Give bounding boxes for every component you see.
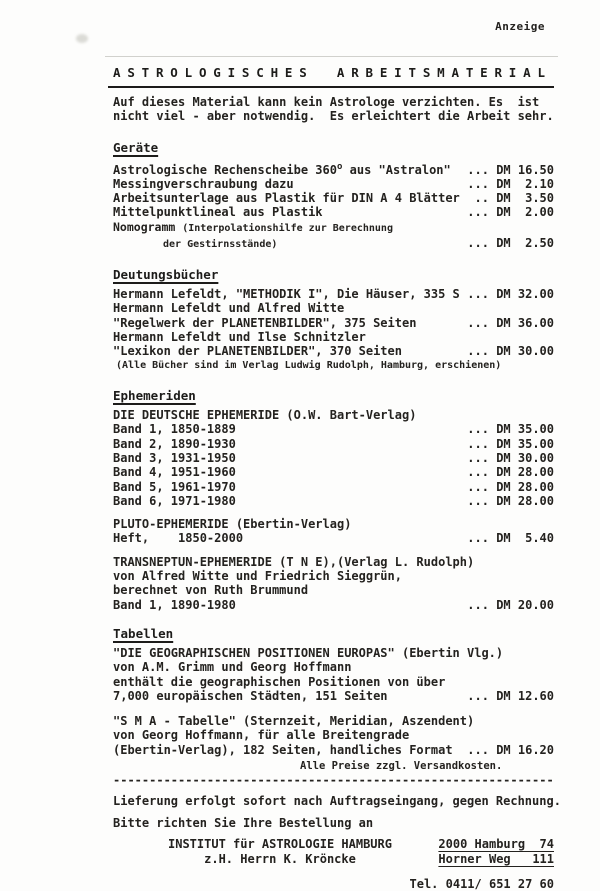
item-text-post: aus "Astralon" xyxy=(342,162,451,177)
item-price: ... DM 5.40 xyxy=(467,531,554,546)
section-geraete xyxy=(113,137,554,251)
item-text: Hermann Lefeldt und Ilse Schnitzler xyxy=(113,329,366,344)
text-row-positionen-titel xyxy=(113,646,554,660)
item-price: ... DM 35.00 xyxy=(467,422,554,437)
item-text: Band 6, 1971-1980 xyxy=(113,493,236,508)
item-text: (Ebertin-Verlag), 182 Seiten, handliches Format xyxy=(113,742,453,757)
text-row-tne-berechnung xyxy=(113,583,554,597)
ephemeriden-group-deutsche xyxy=(113,408,554,508)
section-deutungsbuecher xyxy=(113,264,554,372)
postal-street: Horner Weg 111 xyxy=(438,852,554,867)
item-text: Arbeitsunterlage aus Plastik für DIN A 4 Blätter xyxy=(113,191,460,206)
tabellen-group-positionen xyxy=(113,646,554,703)
price-row-mittelpunktlineal xyxy=(113,205,554,219)
item-text: von Alfred Witte und Friedrich Sieggrün, xyxy=(113,569,402,584)
text-row-pluto-titel xyxy=(113,517,554,531)
page-title: ASTROLOGISCHES ARBEITSMATERIAL xyxy=(108,64,554,88)
shipping-note: Alle Preise zzgl. Versandkosten. xyxy=(300,760,503,772)
item-text: berechnet von Ruth Brummund xyxy=(113,583,309,598)
item-price: .. DM 3.50 xyxy=(474,191,554,206)
price-row-rechenscheibe xyxy=(113,160,554,177)
text-row-verlagshinweis xyxy=(113,359,554,373)
ad-content xyxy=(113,0,561,891)
item-text: Heft, 1850-2000 xyxy=(113,531,244,546)
item-text: PLUTO-EPHEMERIDE (Ebertin-Verlag) xyxy=(113,517,352,532)
item-text: TRANSNEPTUN-EPHEMERIDE (T N E),(Verlag L. Rudolph) xyxy=(113,554,475,569)
ephemeriden-group-transneptun xyxy=(113,555,554,612)
text-row-ephemeride-titel xyxy=(113,408,554,422)
item-price: ... DM 28.00 xyxy=(467,479,554,494)
item-text: "Regelwerk der PLANETENBILDER", 375 Seiten xyxy=(113,315,417,330)
item-price: ... DM 16.20 xyxy=(467,742,554,757)
phone-number: Tel. 0411/ 651 27 60 xyxy=(409,876,554,891)
price-row-messingverschraubung xyxy=(113,177,554,191)
price-row-gestirnsstaende xyxy=(113,236,554,251)
text-row-sma-titel xyxy=(113,714,554,728)
price-row-methodik xyxy=(113,287,554,301)
item-price: ... DM 12.60 xyxy=(467,688,554,703)
text-row-autoren xyxy=(113,330,554,344)
institute-address xyxy=(168,837,392,868)
text-row-nomogramm xyxy=(113,220,554,236)
text-row-tne-titel xyxy=(113,555,554,569)
item-text: Band 4, 1951-1960 xyxy=(113,465,236,480)
item-text: von Georg Hoffmann, für alle Breitengrade xyxy=(113,728,410,743)
item-text-pre: Astrologische Rechenscheibe 360 xyxy=(113,162,337,177)
delivery-note: Lieferung erfolgt sofort nach Auftragseingang, gegen Rechnung. xyxy=(113,794,561,808)
item-price: ... DM 2.00 xyxy=(467,205,554,220)
item-text: Mittelpunktlineal aus Plastik xyxy=(113,205,323,220)
item-text-small: (Interpolationshilfe zur Berechnung xyxy=(182,222,393,234)
item-price: ... DM 30.00 xyxy=(467,344,554,359)
ephemeriden-group-pluto xyxy=(113,517,554,546)
price-row-pluto-heft xyxy=(113,531,554,545)
section-title-tabellen: Tabellen xyxy=(113,625,174,641)
price-row-band6 xyxy=(113,494,554,508)
item-text: "Lexikon der PLANETENBILDER", 370 Seiten xyxy=(113,344,402,359)
item-text xyxy=(113,160,451,177)
postal-city: 2000 Hamburg 74 xyxy=(438,836,554,851)
item-text: 7,000 europäischen Städten, 151 Seiten xyxy=(113,688,388,703)
address-block xyxy=(113,837,554,868)
text-row-sma-autor xyxy=(113,728,554,742)
deutung-rows xyxy=(113,287,554,372)
item-text-lead: Nomogramm xyxy=(113,219,183,234)
item-text: enthält die geographischen Positionen von über xyxy=(113,674,446,689)
item-text: Band 3, 1931-1950 xyxy=(113,450,236,465)
item-price: ... DM 2.10 xyxy=(467,176,554,191)
item-text: von A.M. Grimm und Georg Hoffmann xyxy=(113,660,352,675)
item-price: ... DM 2.50 xyxy=(467,236,554,251)
order-instruction: Bitte richten Sie Ihre Bestellung an xyxy=(113,816,374,831)
item-price: ... DM 35.00 xyxy=(467,436,554,451)
text-row-positionen-inhalt xyxy=(113,675,554,689)
item-note: (Alle Bücher sind im Verlag Ludwig Rudolph, Hamburg, erschienen) xyxy=(116,359,502,371)
item-price: ... DM 32.00 xyxy=(467,287,554,302)
price-row-positionen xyxy=(113,689,554,703)
text-row-positionen-autoren xyxy=(113,660,554,674)
section-title-ephemeriden: Ephemeriden xyxy=(113,388,196,404)
institute-contact: z.H. Herrn K. Kröncke xyxy=(204,851,356,866)
item-text: Band 2, 1890-1930 xyxy=(113,436,236,451)
item-text: Hermann Lefeldt und Alfred Witte xyxy=(113,301,345,316)
item-text: Hermann Lefeldt, "METHODIK I", Die Häuser, 335 S xyxy=(113,287,460,302)
item-text xyxy=(113,220,393,236)
item-price: ... DM 28.00 xyxy=(467,465,554,480)
item-text: DIE DEUTSCHE EPHEMERIDE (O.W. Bart-Verlag) xyxy=(113,408,417,423)
item-price: ... DM 30.00 xyxy=(467,450,554,465)
item-price: ... DM 36.00 xyxy=(467,315,554,330)
intro-paragraph xyxy=(113,95,554,124)
item-text: Band 5, 1961-1970 xyxy=(113,479,236,494)
item-price: ... DM 16.50 xyxy=(467,162,554,177)
item-text: der Gestirnsstände) xyxy=(163,239,278,251)
item-text: Band 1, 1890-1980 xyxy=(113,597,236,612)
tabellen-group-sma xyxy=(113,714,554,757)
section-title-geraete: Geräte xyxy=(113,139,159,155)
dashed-divider: ------------------------------------------------------------- xyxy=(113,773,554,787)
section-ephemeriden xyxy=(113,385,554,612)
price-row-band5 xyxy=(113,480,554,494)
price-row-regelwerk xyxy=(113,316,554,330)
section-title-deutungsbuecher: Deutungsbücher xyxy=(113,267,219,283)
price-row-tne-band1 xyxy=(113,598,554,612)
degree-superscript: o xyxy=(336,161,343,172)
price-row-band1 xyxy=(113,422,554,436)
intro-line: Auf dieses Material kann kein Astrologe verzichten. Es ist xyxy=(113,95,540,109)
page-tag: Anzeige xyxy=(495,20,545,33)
geraete-rows xyxy=(113,160,554,251)
price-row-band4 xyxy=(113,465,554,479)
institute-name: INSTITUT für ASTROLOGIE HAMBURG xyxy=(168,836,392,851)
price-row-band2 xyxy=(113,437,554,451)
item-text: Band 1, 1850-1889 xyxy=(113,422,236,437)
text-row-tne-autoren xyxy=(113,569,554,583)
item-text: "S M A - Tabelle" (Sternzeit, Meridian, Aszendent) xyxy=(113,714,475,729)
section-tabellen xyxy=(113,623,554,757)
price-row-lexikon xyxy=(113,344,554,358)
item-price: ... DM 28.00 xyxy=(467,493,554,508)
postal-address xyxy=(438,837,554,868)
item-text: Messingverschraubung dazu xyxy=(113,176,294,191)
item-price: ... DM 20.00 xyxy=(467,597,554,612)
intro-line: nicht viel - aber notwendig. Es erleichtert die Arbeit sehr. xyxy=(113,109,554,124)
price-row-band3 xyxy=(113,451,554,465)
price-row-sma xyxy=(113,743,554,757)
text-row-autoren xyxy=(113,301,554,315)
item-text: "DIE GEOGRAPHISCHEN POSITIONEN EUROPAS" (Ebertin Vlg.) xyxy=(113,645,504,660)
scan-artifact xyxy=(76,34,88,43)
price-row-arbeitsunterlage xyxy=(113,191,554,205)
